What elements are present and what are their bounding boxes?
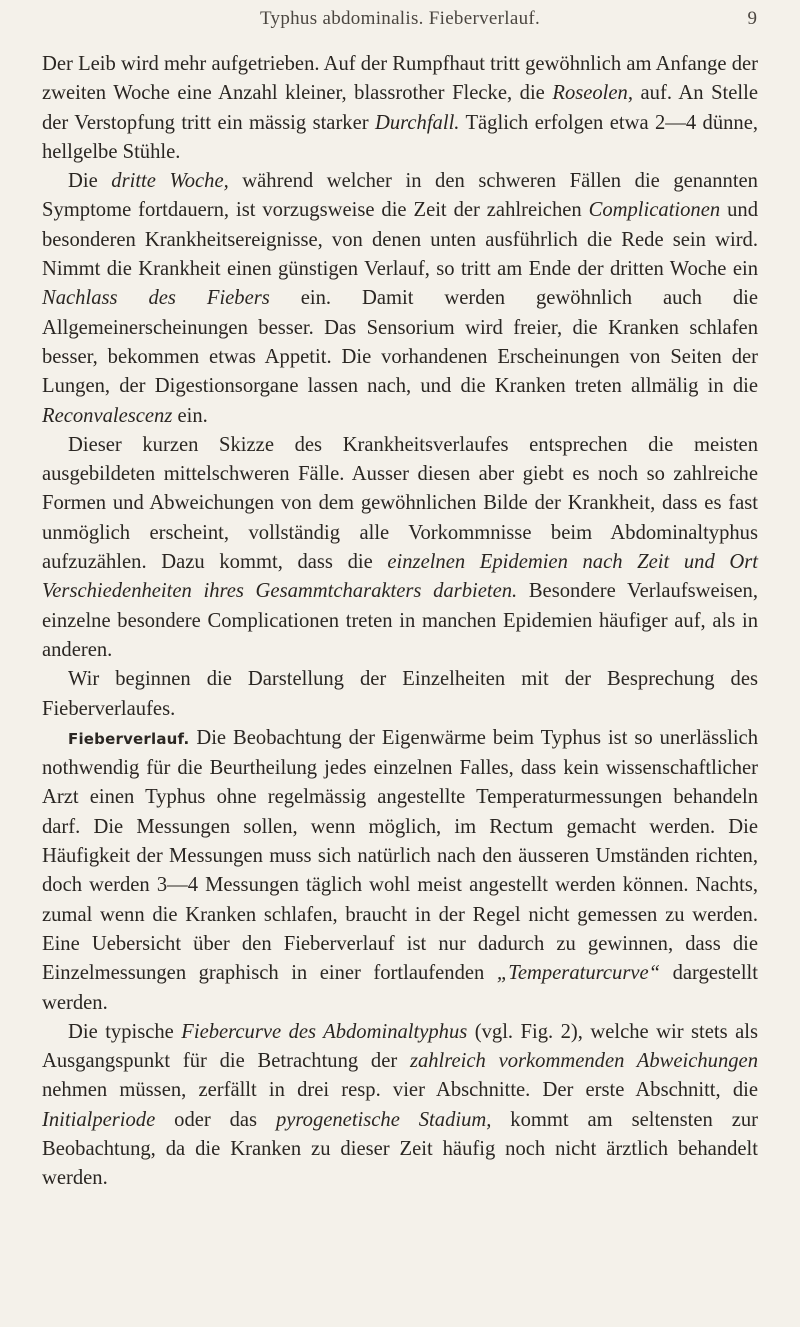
- emphasized-text: Initialperiode: [42, 1108, 156, 1131]
- emphasized-text: Complicationen: [588, 199, 721, 222]
- paragraph: [42, 50, 758, 167]
- emphasized-text: „Temperaturcurve“: [496, 962, 661, 985]
- text-run: Dieser kurzen Skizze des Krankheitsverlaufes entsprechen die meisten ausgebildeten mittelschweren Fälle. Ausser diesen aber giebt es noch so zahlreiche Formen und Abweichungen von dem gewöhnlichen Bilde der Krankheit, dass es fast unmöglich erscheint, vollständig alle Vorkommnisse beim Abdominaltyphus aufzuzählen. Dazu kommt, dass die: [42, 433, 758, 574]
- emphasized-text: Reconvalescenz: [42, 404, 173, 427]
- emphasized-text: dritte Woche,: [111, 170, 229, 193]
- text-run: Besondere Verlaufsweisen, einzelne besondere Complicationen treten in manchen Epidemien häufiger auf, als in anderen.: [42, 580, 758, 661]
- emphasized-text: pyrogenetische Stadium,: [275, 1108, 492, 1131]
- text-run: (vgl. Fig. 2), welche wir stets als Ausgangspunkt für die Betrachtung der: [42, 1020, 758, 1073]
- running-header: [0, 8, 800, 36]
- text-run: während welcher in den schweren Fällen die genannten Symptome fortdauern, ist vorzugsweise die Zeit der zahlreichen: [42, 170, 758, 222]
- section-marginal-heading: Fieberverlauf.: [68, 729, 190, 748]
- text-run: ein.: [172, 404, 208, 427]
- running-title: Typhus abdominalis. Fieberverlauf.: [259, 8, 541, 29]
- emphasized-text: zahlreich vorkommenden Abweichungen: [409, 1050, 758, 1073]
- emphasized-text: Roseolen,: [552, 82, 633, 105]
- text-run: und besonderen Krankheitsereignisse, von denen unten ausführlich die Rede sein wird. Nimmt die Krankheit einen günstigen Verlauf, so tritt am Ende der dritten Woche ein: [42, 199, 758, 281]
- text-run: oder das: [155, 1108, 276, 1131]
- paragraph: [42, 724, 758, 1018]
- paragraph: [42, 1018, 758, 1194]
- text-run: Die: [68, 170, 112, 193]
- page-body: [42, 50, 758, 1194]
- text-run: dargestellt werden.: [42, 962, 758, 1014]
- paragraph: [42, 167, 758, 431]
- emphasized-text: Durchfall.: [374, 111, 460, 134]
- text-run: Der Leib wird mehr aufgetrieben. Auf der Rumpfhaut tritt gewöhnlich am Anfange der zweiten Woche eine Anzahl kleiner, blassrother Flecke, die: [42, 53, 758, 105]
- text-run: Die typische: [68, 1020, 182, 1043]
- text-run: Wir beginnen die Darstellung der Einzelheiten mit der Besprechung des Fieberverlaufes.: [42, 668, 758, 720]
- paragraph: [42, 665, 758, 724]
- emphasized-text: Fiebercurve des Abdominaltyphus: [181, 1020, 468, 1043]
- emphasized-text: Nachlass des Fiebers: [42, 287, 270, 310]
- text-run: auf. An Stelle der Verstopfung tritt ein mässig starker: [42, 82, 759, 134]
- text-run: kommt am seltensten zur Beobachtung, da die Kranken zu dieser Zeit häufig noch nicht ärztlich behandelt werden.: [42, 1108, 758, 1190]
- text-run: Die Beobachtung der Eigenwärme beim Typhus ist so unerlässlich nothwendig für die Beurtheilung jedes einzelnen Falles, dass kein wissenschaftlicher Arzt einen Typhus ohne regelmässig angestellte Temperaturmessungen behandeln darf. Die Messungen sollen, wenn möglich, im Rectum gemacht werden. Die Häufigkeit der Messungen muss sich natürlich nach den äusseren Umständen richten, doch werden 3—4 Messungen täglich wohl meist angestellt werden können. Nachts, zumal wenn die Kranken schlafen, braucht in der Regel nicht gemessen zu werden. Eine Uebersicht über den Fieberverlauf ist nur dadurch zu gewinnen, dass die Einzelmessungen graphisch in einer fortlaufenden: [42, 726, 758, 985]
- text-run: Täglich erfolgen etwa 2—4 dünne, hellgelbe Stühle.: [42, 111, 758, 163]
- emphasized-text: einzelnen Epidemien nach Zeit und Ort Verschiedenheiten ihres Gesammtcharakters darbieten.: [42, 551, 758, 603]
- text-run: nehmen müssen, zerfällt in drei resp. vier Abschnitte. Der erste Abschnitt, die: [42, 1079, 758, 1102]
- text-run: ein. Damit werden gewöhnlich auch die Allgemeinerscheinungen besser. Das Sensorium wird freier, die Kranken schlafen besser, bekommen etwas Appetit. Die vorhandenen Erscheinungen von Seiten der Lungen, der Digestionsorgane lassen nach, und die Kranken treten allmälig in die: [42, 287, 758, 398]
- paragraph: [42, 431, 758, 665]
- page-number: 9: [747, 8, 757, 29]
